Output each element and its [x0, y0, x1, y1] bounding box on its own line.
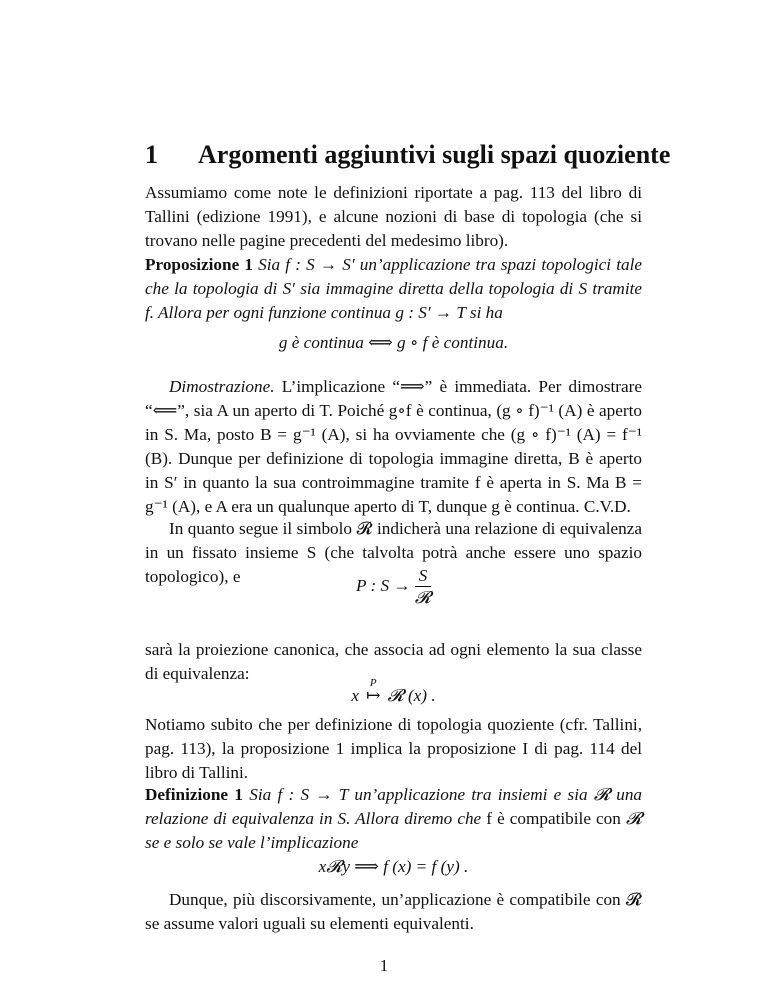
projection-fraction: [415, 566, 431, 608]
mapping-formula: [145, 677, 642, 706]
projection-lhs: P : S →: [356, 575, 411, 595]
definition-label: Definizione 1: [145, 785, 243, 804]
mapping-rhs: 𝓡 (x) .: [387, 686, 436, 705]
note-paragraph: Notiamo subito che per definizione di topologia quoziente (cfr. Tallini, pag. 113), la proposizione 1 implica la proposizione I di pag. 114 del libro di Tallini.: [145, 715, 642, 782]
mapsto-arrow: [363, 677, 383, 706]
mapping-arrow: ↦: [366, 686, 381, 705]
relation-paragraph: In quanto segue il simbolo 𝓡 indicherà una relazione di equivalenza in un fissato insieme S (che talvolta potrà anche essere uno spazio topologico), e: [145, 519, 642, 586]
definition-formula: x𝓡y ⟹ f (x) = f (y) .: [318, 857, 469, 876]
definition-term: f è compatibile con: [486, 809, 621, 828]
projection-denominator: 𝓡: [414, 588, 431, 608]
page-number: 1: [379, 956, 389, 975]
definition-text-a: Sia f : S → T un’applicazione tra insiemi e sia 𝓡 una relazione di equivalenza in S. Allora diremo che: [145, 785, 643, 828]
closing-paragraph: Dunque, più discorsivamente, un’applicazione è compatibile con 𝓡 se assume valori uguali su elementi equivalenti.: [145, 890, 642, 933]
mapping-lhs: x: [351, 686, 359, 705]
definition-text-b: 𝓡 se e solo se vale l’implicazione: [145, 809, 643, 852]
proposition-formula: g è continua ⟺ g ∘ f è continua.: [278, 333, 509, 352]
projection-text: sarà la proiezione canonica, che associa ad ogni elemento la sua classe di equivalenza:: [145, 640, 642, 683]
proposition-label: Proposizione 1: [145, 255, 253, 274]
section-number: 1: [145, 140, 158, 169]
proof-label: Dimostrazione.: [169, 377, 275, 396]
proof-text: L’implicazione “⟹” è immediata. Per dimostrare “⟸”, sia A un aperto di T. Poiché g∘f è continua, (g ∘ f)⁻¹ (A) è aperto in S. Ma, posto B = g⁻¹ (A), si ha ovviamente che (g ∘ f)⁻¹ (A) = f⁻¹ (B). Dunque per definizione di topologia immagine diretta, B è aperto in S′ in quanto la sua controimmagine tramite f è aperta in S. Ma B = g⁻¹ (A), e A era un qualunque aperto di T, dunque g è continua. C.V.D.: [145, 377, 643, 516]
intro-paragraph: Assumiamo come note le definizioni riportate a pag. 113 del libro di Tallini (edizione 1991), e alcune nozioni di base di topologia (che si trovano nelle pagine precedenti del medesimo libro).: [145, 183, 642, 250]
proposition-statement: Sia f : S → S′ un’applicazione tra spazi topologici tale che la topologia di S′ sia immagine diretta della topologia di S tramite f. Allora per ogni funzione continua g : S′ → T si ha: [145, 255, 643, 322]
section-title: Argomenti aggiuntivi sugli spazi quoziente: [198, 140, 671, 169]
definition-block: [145, 783, 642, 855]
proof-block: [145, 375, 642, 519]
projection-numerator: S: [418, 566, 428, 585]
mapping-arrow-label: P: [369, 677, 377, 689]
section-heading: [145, 140, 670, 170]
projection-formula: [145, 566, 642, 608]
proposition-block: [145, 253, 642, 325]
